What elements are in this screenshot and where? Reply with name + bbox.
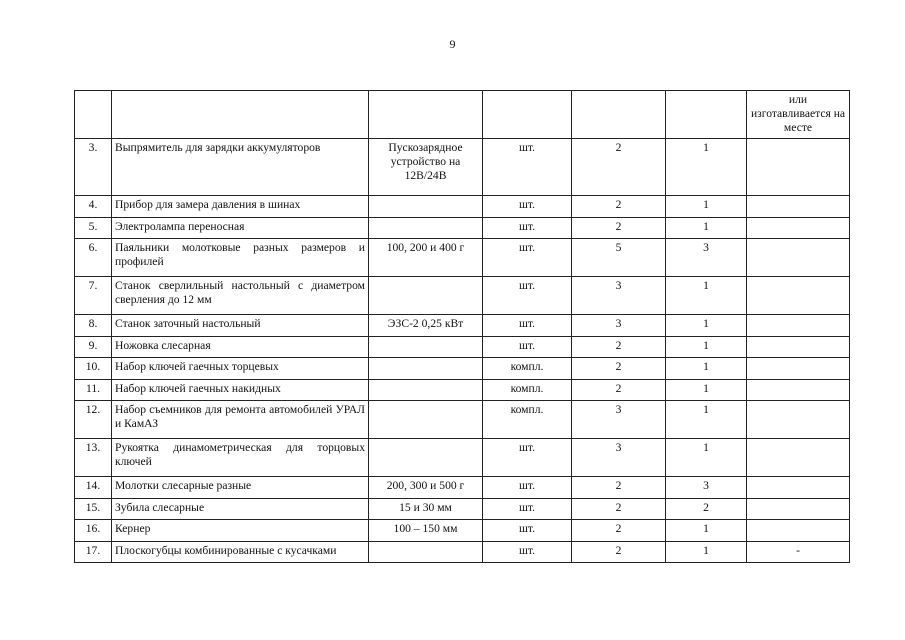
item-qty-1: 5 (572, 239, 666, 277)
header-cell-num (75, 91, 112, 139)
item-qty-2: 1 (666, 439, 747, 477)
item-spec: Пускозарядное устройство на 12В/24В (369, 139, 483, 196)
item-qty-2: 1 (666, 315, 747, 337)
item-qty-2: 1 (666, 401, 747, 439)
item-name: Рукоятка динамометрическая для торцовых ключей (112, 439, 369, 477)
item-unit: шт. (483, 439, 572, 477)
item-spec (369, 277, 483, 315)
item-note (747, 358, 850, 380)
item-spec: 100 – 150 мм (369, 520, 483, 542)
table-row (75, 439, 850, 477)
table-row (75, 139, 850, 196)
item-qty-2: 1 (666, 379, 747, 401)
row-number: 13. (75, 439, 112, 477)
item-qty-1: 3 (572, 401, 666, 439)
item-qty-2: 3 (666, 477, 747, 499)
header-cell-name (112, 91, 369, 139)
header-cell-note: или изготавливается на месте (747, 91, 850, 139)
table-row (75, 379, 850, 401)
row-number: 4. (75, 196, 112, 218)
item-unit: шт. (483, 139, 572, 196)
item-spec (369, 401, 483, 439)
item-spec (369, 217, 483, 239)
item-spec (369, 196, 483, 218)
item-qty-2: 1 (666, 520, 747, 542)
item-unit: шт. (483, 520, 572, 542)
item-note (747, 196, 850, 218)
item-note (747, 139, 850, 196)
item-qty-1: 3 (572, 315, 666, 337)
table-row (75, 217, 850, 239)
item-unit: шт. (483, 196, 572, 218)
item-qty-1: 2 (572, 379, 666, 401)
item-qty-1: 2 (572, 139, 666, 196)
item-note (747, 336, 850, 358)
header-cell-spec (369, 91, 483, 139)
item-qty-2: 1 (666, 196, 747, 218)
item-spec: 15 и 30 мм (369, 498, 483, 520)
item-qty-2: 1 (666, 541, 747, 563)
item-name: Молотки слесарные разные (112, 477, 369, 499)
table-row (75, 498, 850, 520)
table-row (75, 358, 850, 380)
row-number: 8. (75, 315, 112, 337)
item-unit: компл. (483, 358, 572, 380)
header-cell-qty1 (572, 91, 666, 139)
item-note (747, 498, 850, 520)
table-row (75, 541, 850, 563)
item-name: Выпрямитель для зарядки аккумуляторов (112, 139, 369, 196)
item-unit: компл. (483, 379, 572, 401)
item-qty-1: 3 (572, 277, 666, 315)
item-spec: 200, 300 и 500 г (369, 477, 483, 499)
item-unit: шт. (483, 217, 572, 239)
table-row (75, 336, 850, 358)
row-number: 10. (75, 358, 112, 380)
table-header-row (75, 91, 850, 139)
item-name: Кернер (112, 520, 369, 542)
item-name: Электролампа переносная (112, 217, 369, 239)
item-unit: шт. (483, 239, 572, 277)
item-name: Зубила слесарные (112, 498, 369, 520)
equipment-table (74, 90, 850, 563)
item-note (747, 520, 850, 542)
item-name: Набор ключей гаечных накидных (112, 379, 369, 401)
item-note (747, 315, 850, 337)
row-number: 9. (75, 336, 112, 358)
table-row (75, 196, 850, 218)
item-qty-1: 2 (572, 336, 666, 358)
item-qty-1: 2 (572, 358, 666, 380)
item-note (747, 477, 850, 499)
item-note (747, 217, 850, 239)
item-spec: ЭЗС-2 0,25 кВт (369, 315, 483, 337)
item-spec (369, 336, 483, 358)
item-name: Набор ключей гаечных торцевых (112, 358, 369, 380)
item-name: Набор съемников для ремонта автомобилей УРАЛ и КамАЗ (112, 401, 369, 439)
item-qty-2: 1 (666, 139, 747, 196)
item-note (747, 239, 850, 277)
row-number: 5. (75, 217, 112, 239)
row-number: 15. (75, 498, 112, 520)
table-row (75, 477, 850, 499)
page-number: 9 (449, 37, 456, 51)
row-number: 12. (75, 401, 112, 439)
item-name: Станок заточный настольный (112, 315, 369, 337)
table-row (75, 401, 850, 439)
item-unit: компл. (483, 401, 572, 439)
item-note: - (747, 541, 850, 563)
header-cell-unit (483, 91, 572, 139)
item-qty-2: 1 (666, 336, 747, 358)
item-spec (369, 439, 483, 477)
item-name: Прибор для замера давления в шинах (112, 196, 369, 218)
row-number: 7. (75, 277, 112, 315)
item-spec (369, 541, 483, 563)
item-spec: 100, 200 и 400 г (369, 239, 483, 277)
item-unit: шт. (483, 477, 572, 499)
item-note (747, 379, 850, 401)
item-qty-1: 2 (572, 217, 666, 239)
item-qty-1: 2 (572, 477, 666, 499)
item-note (747, 401, 850, 439)
item-qty-2: 1 (666, 277, 747, 315)
row-number: 16. (75, 520, 112, 542)
row-number: 14. (75, 477, 112, 499)
table-row (75, 239, 850, 277)
item-qty-1: 3 (572, 439, 666, 477)
item-unit: шт. (483, 315, 572, 337)
item-name: Станок сверлильный настольный с диаметром сверления до 12 мм (112, 277, 369, 315)
item-qty-2: 2 (666, 498, 747, 520)
item-qty-1: 2 (572, 541, 666, 563)
table-row (75, 520, 850, 542)
item-qty-1: 2 (572, 196, 666, 218)
item-name: Плоскогубцы комбинированные с кусачками (112, 541, 369, 563)
item-qty-1: 2 (572, 520, 666, 542)
row-number: 3. (75, 139, 112, 196)
item-qty-1: 2 (572, 498, 666, 520)
item-name: Ножовка слесарная (112, 336, 369, 358)
item-note (747, 277, 850, 315)
row-number: 11. (75, 379, 112, 401)
item-spec (369, 358, 483, 380)
table-row (75, 315, 850, 337)
item-name: Паяльники молотковые разных размеров и профилей (112, 239, 369, 277)
item-unit: шт. (483, 541, 572, 563)
item-unit: шт. (483, 277, 572, 315)
item-qty-2: 3 (666, 239, 747, 277)
table-row (75, 277, 850, 315)
item-spec (369, 379, 483, 401)
row-number: 17. (75, 541, 112, 563)
item-qty-2: 1 (666, 358, 747, 380)
item-note (747, 439, 850, 477)
item-unit: шт. (483, 336, 572, 358)
item-unit: шт. (483, 498, 572, 520)
item-qty-2: 1 (666, 217, 747, 239)
header-cell-qty2 (666, 91, 747, 139)
row-number: 6. (75, 239, 112, 277)
